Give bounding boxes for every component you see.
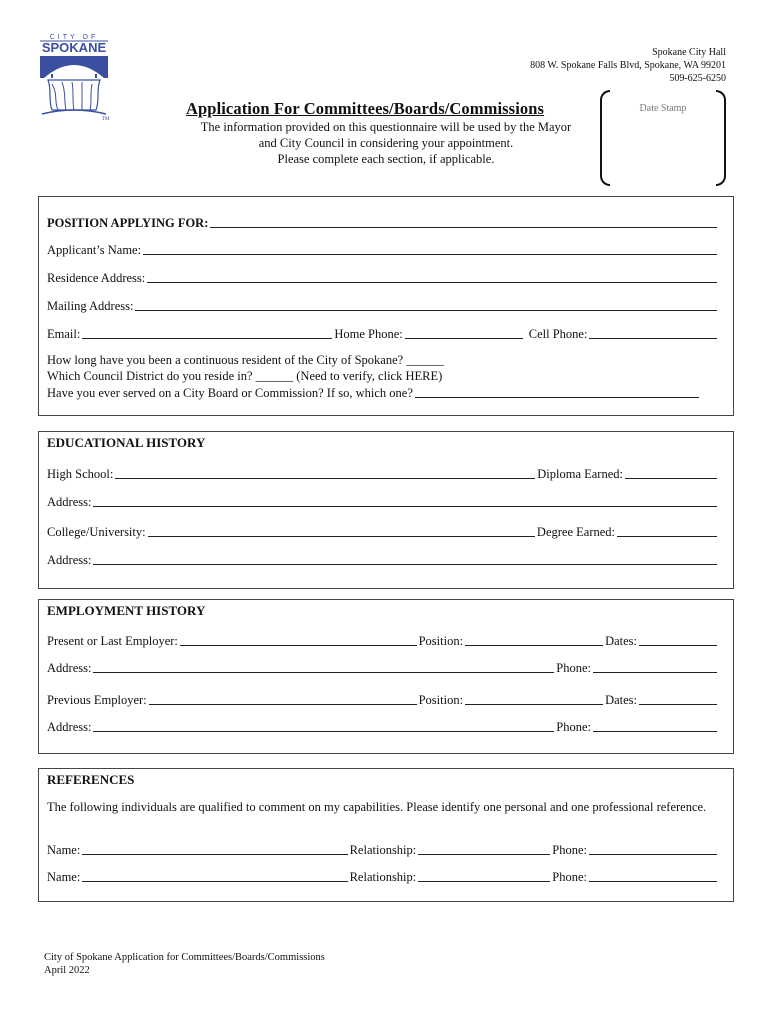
present-employer-address-row (47, 660, 719, 676)
reference-row (47, 869, 719, 885)
page-title: Application For Committees/Boards/Commissions (186, 99, 545, 118)
address-line-3: 509-625-6250 (669, 73, 726, 84)
present-position-field[interactable] (465, 645, 603, 646)
reference-1-relationship-label: Relationship: (349, 843, 417, 857)
footer (44, 951, 325, 977)
home-phone-field[interactable] (405, 338, 523, 339)
logo-name-text: SPOKANE (41, 40, 107, 55)
city-logo (38, 30, 110, 120)
intro-line-3: Please complete each section, if applicable. (277, 152, 495, 166)
previous-employer-row (47, 692, 719, 708)
position-section (38, 196, 734, 416)
reference-1-relationship-field[interactable] (418, 854, 550, 855)
high-school-address-label: Address: (47, 495, 92, 509)
intro-text (186, 119, 586, 167)
reference-2-name-label: Name: (47, 870, 81, 884)
cell-phone-field[interactable] (589, 338, 717, 339)
present-dates-label: Dates: (605, 634, 637, 648)
college-label: College/University: (47, 525, 146, 539)
references-description: The following individuals are qualified to comment on my capabilities. Please identify one personal and one professional reference. (47, 800, 707, 814)
high-school-address-row (47, 494, 719, 510)
date-stamp-area (598, 90, 728, 188)
applicant-name-label: Applicant’s Name: (47, 243, 142, 257)
reference-2-name-field[interactable] (82, 881, 347, 882)
served-board-row (47, 385, 701, 401)
degree-field[interactable] (617, 536, 717, 537)
present-position-label: Position: (418, 634, 464, 648)
residence-address-label: Residence Address: (47, 271, 146, 285)
position-applying-row (47, 215, 719, 231)
previous-address-field[interactable] (93, 731, 554, 732)
diploma-label: Diploma Earned: (537, 467, 623, 481)
position-applying-field[interactable] (210, 227, 717, 228)
diploma-field[interactable] (625, 478, 717, 479)
previous-dates-field[interactable] (639, 704, 717, 705)
home-phone-label: Home Phone: (334, 327, 403, 341)
reference-row (47, 842, 719, 858)
present-employer-label: Present or Last Employer: (47, 634, 178, 648)
residence-address-field[interactable] (147, 282, 717, 283)
footer-line-2: April 2022 (44, 965, 90, 976)
education-title: EDUCATIONAL HISTORY (47, 435, 206, 450)
footer-line-1: City of Spokane Application for Committees/Boards/Commissions (44, 952, 325, 963)
reference-1-name-label: Name: (47, 843, 81, 857)
college-address-field[interactable] (93, 564, 717, 565)
college-row (47, 524, 719, 540)
resident-duration-question[interactable]: How long have you been a continuous resident of the City of Spokane? ______ (47, 353, 444, 367)
present-phone-label: Phone: (556, 661, 591, 675)
employment-section (38, 599, 734, 754)
high-school-label: High School: (47, 467, 114, 481)
previous-position-field[interactable] (465, 704, 603, 705)
previous-address-label: Address: (47, 720, 92, 734)
reference-1-name-field[interactable] (82, 854, 347, 855)
reference-2-phone-field[interactable] (589, 881, 717, 882)
mailing-address-label: Mailing Address: (47, 299, 134, 313)
present-address-field[interactable] (93, 672, 554, 673)
applicant-name-field[interactable] (143, 254, 717, 255)
previous-employer-address-row (47, 719, 719, 735)
degree-label: Degree Earned: (536, 525, 615, 539)
reference-2-phone-label: Phone: (552, 870, 587, 884)
reference-1-phone-field[interactable] (589, 854, 717, 855)
present-phone-field[interactable] (593, 672, 717, 673)
references-title: REFERENCES (47, 772, 135, 787)
mailing-address-row (47, 298, 719, 314)
intro-line-1: The information provided on this questionnaire will be used by the Mayor (200, 120, 572, 134)
previous-position-label: Position: (418, 693, 464, 707)
mailing-address-field[interactable] (135, 310, 717, 311)
reference-2-relationship-label: Relationship: (349, 870, 417, 884)
council-district-question[interactable]: Which Council District do you reside in? ______ (Need to verify, click HERE) (47, 369, 443, 383)
served-board-label: Have you ever served on a City Board or Commission? If so, which one? (47, 386, 413, 400)
high-school-row (47, 466, 719, 482)
position-applying-label: POSITION APPLYING FOR: (47, 216, 209, 230)
contact-row (47, 326, 719, 342)
reference-1-phone-label: Phone: (552, 843, 587, 857)
previous-phone-label: Phone: (556, 720, 591, 734)
high-school-address-field[interactable] (93, 506, 717, 507)
references-section (38, 768, 734, 902)
employment-title: EMPLOYMENT HISTORY (47, 603, 206, 618)
cell-phone-label: Cell Phone: (528, 327, 588, 341)
svg-text:TM: TM (102, 117, 110, 120)
applicant-name-row (47, 242, 719, 258)
intro-line-2: and City Council in considering your appointment. (258, 136, 514, 150)
college-address-label: Address: (47, 553, 92, 567)
date-stamp-label: Date Stamp (639, 103, 687, 114)
email-field[interactable] (82, 338, 332, 339)
email-label: Email: (47, 327, 81, 341)
high-school-field[interactable] (115, 478, 535, 479)
college-field[interactable] (148, 536, 535, 537)
previous-employer-field[interactable] (149, 704, 417, 705)
address-line-1: Spokane City Hall (652, 47, 726, 58)
served-board-field[interactable] (415, 397, 699, 398)
present-employer-field[interactable] (180, 645, 417, 646)
previous-employer-label: Previous Employer: (47, 693, 147, 707)
reference-2-relationship-field[interactable] (418, 881, 550, 882)
previous-dates-label: Dates: (605, 693, 637, 707)
previous-phone-field[interactable] (593, 731, 717, 732)
logo-top-text: CITY OF (49, 34, 99, 41)
present-dates-field[interactable] (639, 645, 717, 646)
present-address-label: Address: (47, 661, 92, 675)
city-hall-address (530, 46, 726, 85)
address-line-2: 808 W. Spokane Falls Blvd, Spokane, WA 99201 (530, 60, 726, 71)
present-employer-row (47, 633, 719, 649)
college-address-row (47, 552, 719, 568)
residence-address-row (47, 270, 719, 286)
education-section (38, 431, 734, 589)
